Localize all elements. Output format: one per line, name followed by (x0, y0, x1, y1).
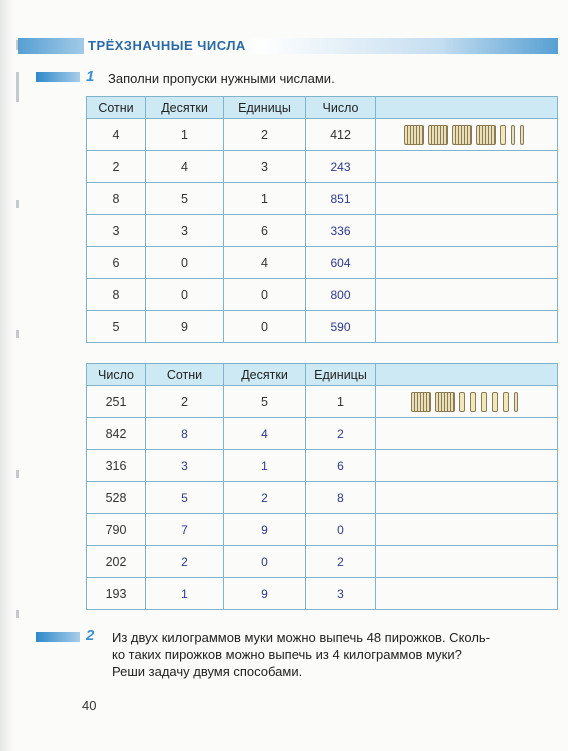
table-row (87, 546, 558, 578)
task-2-line-3: Реши задачу двумя способами. (112, 664, 303, 679)
cell-number-answer: 800 (306, 279, 376, 311)
empty-cell (376, 279, 558, 311)
edge-mark (16, 330, 19, 338)
task-2-number: 2 (86, 627, 95, 644)
header-units: Единицы (224, 97, 306, 119)
table-row (87, 215, 558, 247)
cell-units: 0 (224, 279, 306, 311)
table-row (87, 386, 558, 418)
task-2-line-2: ко таких пирожков можно выпечь из 4 килограммов муки? (112, 647, 462, 662)
cell-number-answer: 851 (306, 183, 376, 215)
table-row (87, 119, 558, 151)
table-number-breakdown (86, 363, 558, 610)
cell-units: 1 (224, 183, 306, 215)
cell-units-answer: 2 (306, 418, 376, 450)
page-binding-edge (0, 0, 14, 751)
cell-units: 6 (224, 215, 306, 247)
edge-mark (16, 610, 19, 618)
counting-sticks-picture (376, 386, 558, 418)
cell-tens: 4 (146, 151, 224, 183)
cell-units: 4 (224, 247, 306, 279)
cell-units-answer: 3 (306, 578, 376, 610)
cell-tens-answer: 4 (224, 418, 306, 450)
page-number: 40 (82, 698, 97, 713)
empty-cell (376, 482, 558, 514)
stick-one-icon (514, 392, 518, 412)
table-row (87, 183, 558, 215)
task-1-stripe (36, 72, 80, 82)
cell-tens: 0 (146, 279, 224, 311)
cell-tens-answer: 0 (224, 546, 306, 578)
cell-tens: 1 (146, 119, 224, 151)
cell-units: 3 (224, 151, 306, 183)
table-hundreds-tens-units (86, 96, 558, 343)
header-hundreds: Сотни (146, 364, 224, 386)
table-row (87, 514, 558, 546)
empty-cell (376, 418, 558, 450)
stick-ten-icon (500, 125, 506, 145)
cell-tens: 0 (146, 247, 224, 279)
edge-mark (16, 72, 19, 102)
bundle-icon (452, 125, 472, 145)
empty-cell (376, 151, 558, 183)
cell-hundreds-answer: 2 (146, 546, 224, 578)
header-hundreds: Сотни (87, 97, 146, 119)
cell-tens: 9 (146, 311, 224, 343)
edge-mark (16, 200, 19, 208)
header-tens: Десятки (146, 97, 224, 119)
counting-sticks-picture (376, 119, 558, 151)
cell-tens: 3 (146, 215, 224, 247)
cell-tens-answer: 2 (224, 482, 306, 514)
cell-number-answer: 604 (306, 247, 376, 279)
cell-hundreds-answer: 7 (146, 514, 224, 546)
bundle-icon (435, 392, 455, 412)
table-row (87, 482, 558, 514)
header-blank (376, 97, 558, 119)
edge-mark (16, 470, 19, 478)
cell-hundreds-answer: 3 (146, 450, 224, 482)
cell-hundreds: 5 (87, 311, 146, 343)
table-row (87, 450, 558, 482)
empty-cell (376, 450, 558, 482)
cell-number: 202 (87, 546, 146, 578)
stick-one-icon (511, 125, 515, 145)
empty-cell (376, 546, 558, 578)
table-row (87, 279, 558, 311)
empty-cell (376, 578, 558, 610)
cell-hundreds-answer: 1 (146, 578, 224, 610)
section-title: ТРЁХЗНАЧНЫЕ ЧИСЛА (84, 38, 250, 54)
cell-hundreds: 8 (87, 183, 146, 215)
cell-tens-answer: 9 (224, 578, 306, 610)
header-blank (376, 364, 558, 386)
table-row (87, 418, 558, 450)
cell-hundreds: 6 (87, 247, 146, 279)
table-row (87, 311, 558, 343)
header-units: Единицы (306, 364, 376, 386)
cell-units-answer: 6 (306, 450, 376, 482)
task-2-line-1: Из двух килограммов муки можно выпечь 48 пирожков. Сколь- (112, 630, 491, 645)
empty-cell (376, 514, 558, 546)
cell-units: 2 (224, 119, 306, 151)
header-tens: Десятки (224, 364, 306, 386)
cell-hundreds: 2 (87, 151, 146, 183)
cell-number: 842 (87, 418, 146, 450)
empty-cell (376, 215, 558, 247)
task-1-number: 1 (86, 68, 95, 85)
cell-tens-answer: 1 (224, 450, 306, 482)
cell-hundreds: 2 (146, 386, 224, 418)
stick-ten-icon (459, 392, 465, 412)
cell-units: 0 (224, 311, 306, 343)
table-row (87, 151, 558, 183)
stick-one-icon (520, 125, 524, 145)
cell-number: 193 (87, 578, 146, 610)
stick-ten-icon (492, 392, 498, 412)
header-number: Число (306, 97, 376, 119)
cell-number-answer: 243 (306, 151, 376, 183)
stick-ten-icon (481, 392, 487, 412)
table-header-row (87, 97, 558, 119)
cell-tens: 5 (146, 183, 224, 215)
table-row (87, 247, 558, 279)
cell-hundreds: 3 (87, 215, 146, 247)
table-row (87, 578, 558, 610)
empty-cell (376, 247, 558, 279)
cell-number: 316 (87, 450, 146, 482)
cell-units-answer: 2 (306, 546, 376, 578)
table-header-row (87, 364, 558, 386)
cell-number: 412 (306, 119, 376, 151)
bundle-icon (476, 125, 496, 145)
cell-hundreds-answer: 8 (146, 418, 224, 450)
cell-units-answer: 8 (306, 482, 376, 514)
task-1-text: Заполни пропуски нужными числами. (108, 71, 335, 86)
cell-units: 1 (306, 386, 376, 418)
empty-cell (376, 183, 558, 215)
cell-tens: 5 (224, 386, 306, 418)
cell-number-answer: 336 (306, 215, 376, 247)
task-2-stripe (36, 632, 80, 642)
bundle-icon (404, 125, 424, 145)
stick-ten-icon (470, 392, 476, 412)
bundle-icon (411, 392, 431, 412)
bundle-icon (428, 125, 448, 145)
empty-cell (376, 311, 558, 343)
cell-hundreds: 8 (87, 279, 146, 311)
cell-hundreds: 4 (87, 119, 146, 151)
cell-number: 790 (87, 514, 146, 546)
cell-tens-answer: 9 (224, 514, 306, 546)
header-number: Число (87, 364, 146, 386)
cell-hundreds-answer: 5 (146, 482, 224, 514)
cell-number: 528 (87, 482, 146, 514)
stick-ten-icon (503, 392, 509, 412)
cell-units-answer: 0 (306, 514, 376, 546)
cell-number-answer: 590 (306, 311, 376, 343)
cell-number: 251 (87, 386, 146, 418)
